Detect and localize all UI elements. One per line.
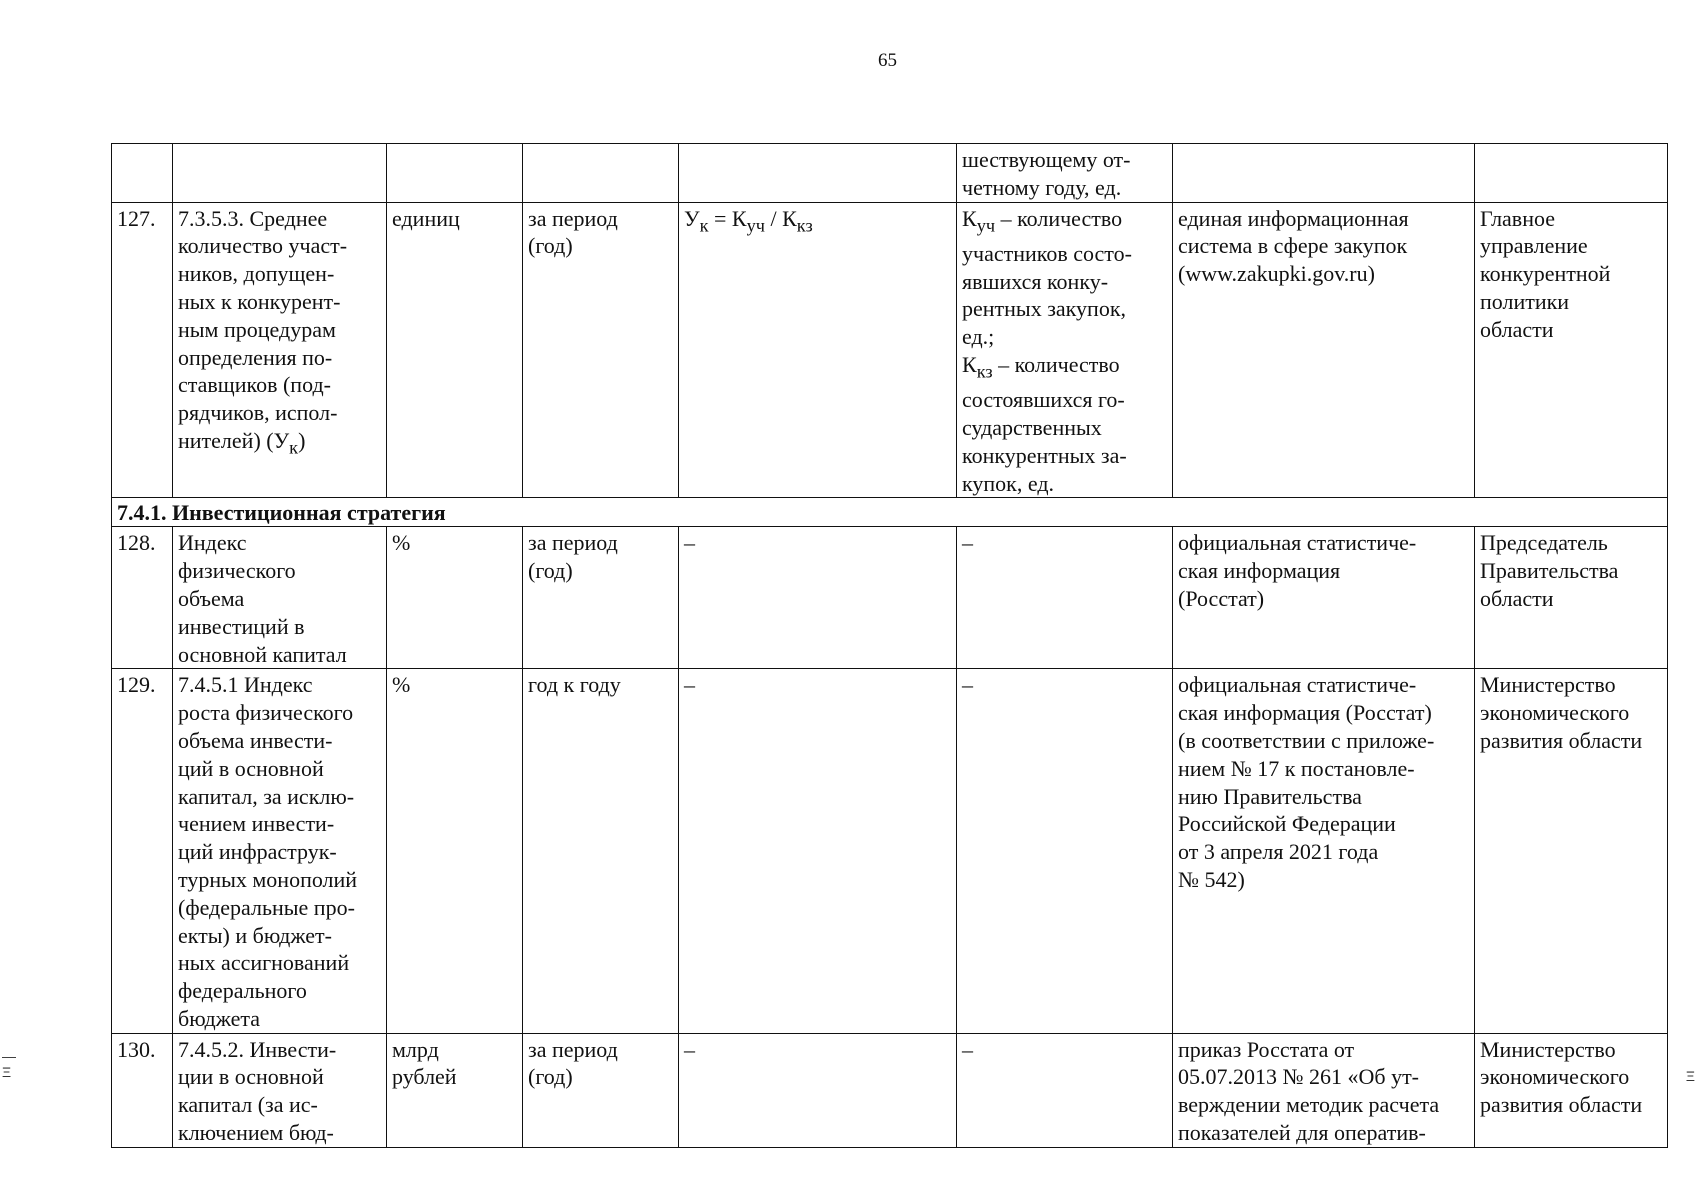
left-margin-mark: — Ξ [2,1048,16,1080]
table-row-128 [112,527,1668,669]
cell-formula [679,144,957,203]
cell-description: – [957,1033,1173,1147]
indicator-name-subscript: к [289,437,299,458]
desc-sub-1: уч [976,214,996,235]
indicator-table [111,143,1668,1148]
cell-formula: – [679,1033,957,1147]
section-row [112,498,1668,527]
cell-description: – [957,527,1173,669]
section-title: 7.4.1. Инвестиционная стратегия [112,498,1668,527]
cell-period: год к году [523,669,679,1033]
right-margin-mark: Ξ [1685,1068,1695,1084]
cell-unit [387,144,523,203]
cell-unit: млрд рублей [387,1033,523,1147]
cell-period: за период (год) [523,1033,679,1147]
formula-k2: К [782,205,797,231]
cell-description: – [957,669,1173,1033]
cell-responsible [1475,144,1668,203]
cell-responsible: Главное управление конкурентной политики области [1475,202,1668,498]
cell-responsible: Министерство экономического развития области [1475,1033,1668,1147]
cell-period [523,144,679,203]
table-row-127 [112,202,1668,498]
cell-unit: % [387,669,523,1033]
indicator-name-tail: ) [298,427,306,453]
table-row-carry-over [112,144,1668,203]
cell-description: шествующему от- четному году, ед. [957,144,1173,203]
cell-description [957,202,1173,498]
cell-formula [679,202,957,498]
cell-source [1173,144,1475,203]
cell-num: 130. [112,1033,173,1147]
desc-text-2: – количество состоявшихся го- сударственных конкурентных за- купок, ед. [962,351,1127,496]
cell-num [112,144,173,203]
table-row-130 [112,1033,1668,1147]
formula-div: / [764,205,783,231]
formula-y: У [684,205,700,231]
cell-name: 7.4.5.2. Инвести- ции в основной капитал (за ис- ключением бюд- [173,1033,387,1147]
cell-name: Индекс физического объема инвестиций в основной капитал [173,527,387,669]
cell-responsible: Министерство экономического развития области [1475,669,1668,1033]
cell-num: 127. [112,202,173,498]
cell-unit: единиц [387,202,523,498]
indicator-name-text: 7.3.5.3. Среднее количество участ- ников, допущен- ных к конкурент- ным процедурам определения по- ставщиков (под- рядчиков, испол- нителей) (У [178,205,348,453]
cell-period: за период (год) [523,527,679,669]
page-number: 65 [878,50,897,71]
cell-source: приказ Росстата от 05.07.2013 № 261 «Об ут- верждении методик расчета показателей для оператив- [1173,1033,1475,1147]
cell-name [173,144,387,203]
formula-k1-sub: уч [746,214,765,235]
formula-eq: = [708,205,732,231]
desc-sym-2: К [962,351,977,377]
table-row-129 [112,669,1668,1033]
cell-period: за период (год) [523,202,679,498]
cell-num: 129. [112,669,173,1033]
cell-source: единая информационная система в сфере закупок (www.zakupki.gov.ru) [1173,202,1475,498]
cell-responsible: Председатель Правительства области [1475,527,1668,669]
formula-y-sub: к [699,214,709,235]
desc-sub-2: кз [976,361,993,382]
cell-source: официальная статистиче- ская информация (Росстат) [1173,527,1475,669]
cell-formula: – [679,527,957,669]
cell-source: официальная статистиче- ская информация (Росстат) (в соответствии с приложе- нием № 17 к постановле- нию Правительства Российской Федерации от 3 апреля 2021 года № 542) [1173,669,1475,1033]
cell-formula: – [679,669,957,1033]
formula-k1: К [731,205,747,231]
cell-name: 7.4.5.1 Индекс роста физического объема инвести- ций в основной капитал, за исклю- чением инвести- ций инфраструк- турных монополий (федеральные про- екты) и бюджет- ных ассигнований федерального бюджета [173,669,387,1033]
cell-name [173,202,387,498]
formula-k2-sub: кз [796,214,813,235]
cell-num: 128. [112,527,173,669]
desc-sym-1: К [962,205,977,231]
desc-text-1: – количество участников состо- явшихся конку- рентных закупок, ед.; [962,205,1132,350]
cell-unit: % [387,527,523,669]
